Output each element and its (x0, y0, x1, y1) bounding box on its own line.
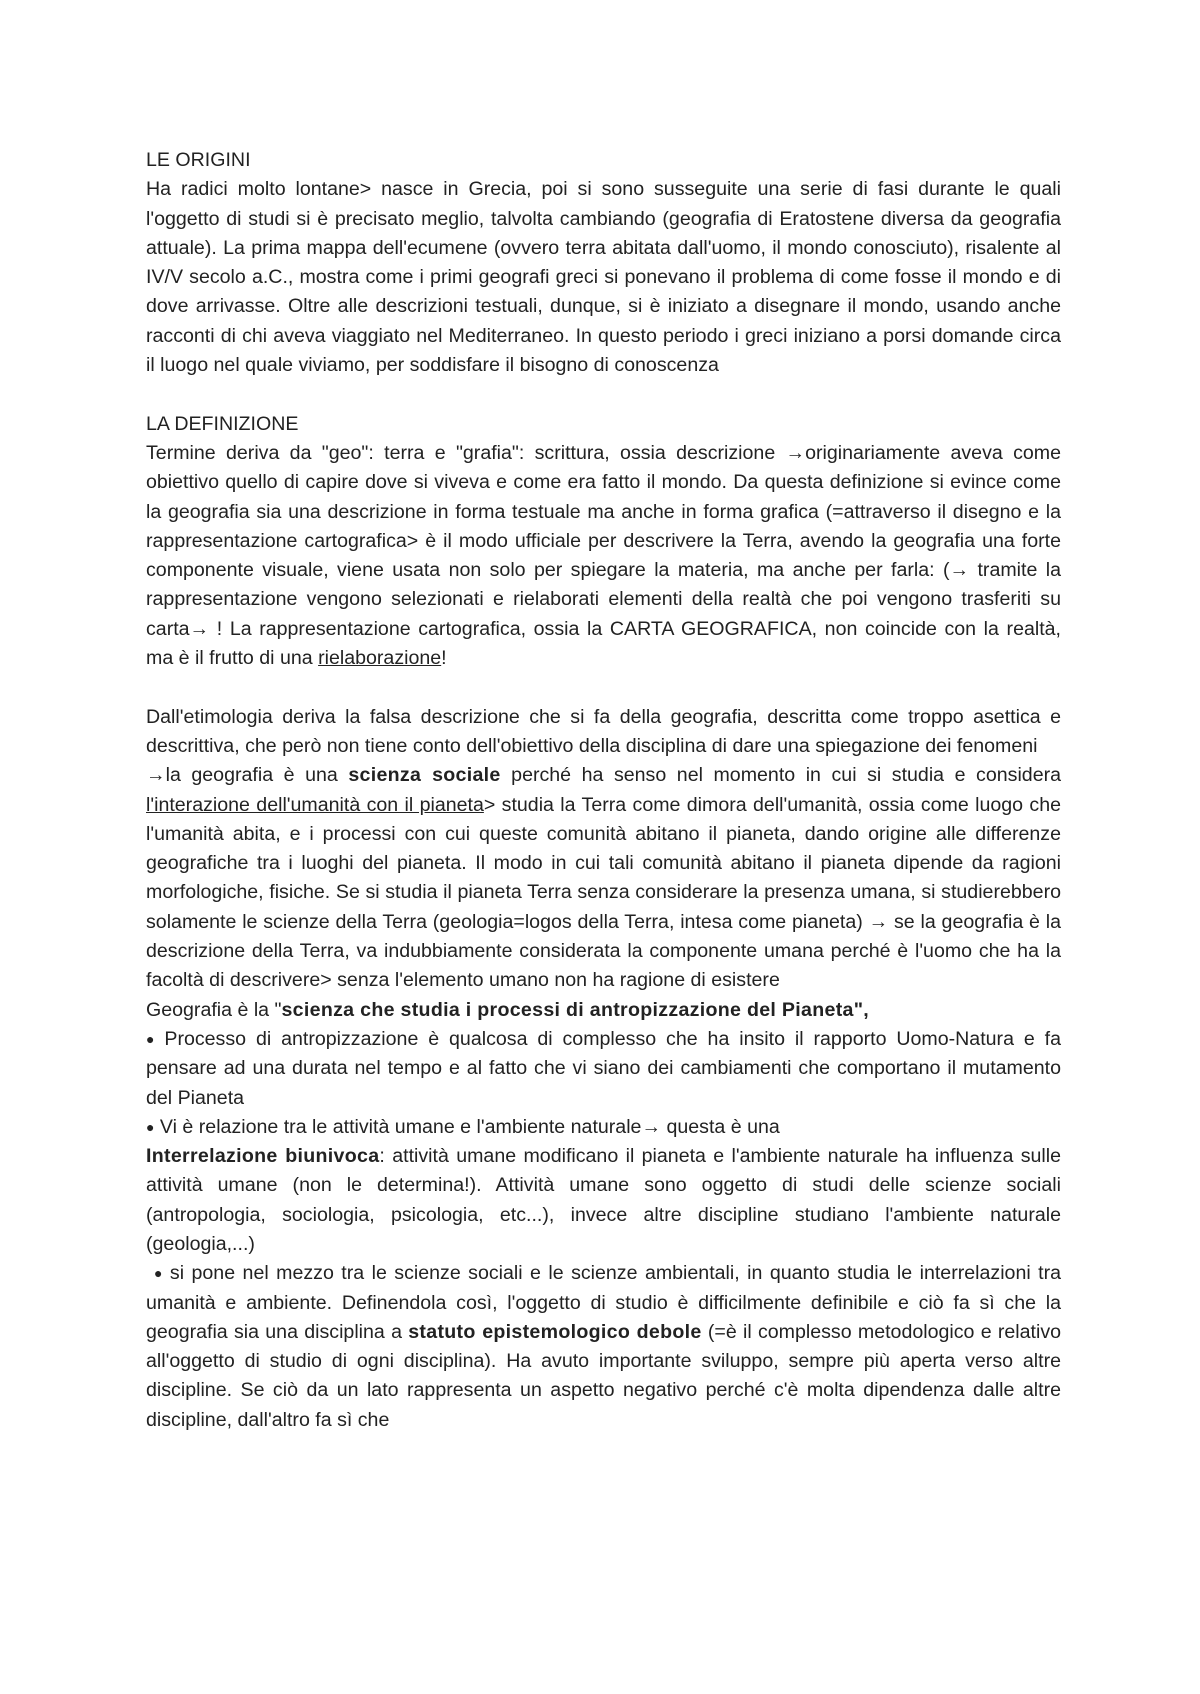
scienza-sociale-lead: →la geografia è una (146, 764, 349, 787)
scienza-sociale-rest: > studia la Terra come dimora dell'umanità, ossia come luogo che l'umanità abita, e i processi con cui queste comunità abitano il pianeta, dando origine alle differenze geografiche tra i luoghi del pianeta. Il modo in cui tali comunità abitano il pianeta dipende da ragioni morfologiche, fisiche. Se si studia il pianeta Terra senza considerare la presenza umana, si studierebbero solamente le scienze della Terra (geologia=logos della Terra, intesa come pianeta) → se la geografia è la descrizione della Terra, va indubbiamente considerata la componente umana perché è l'uomo che ha la facoltà di descrivere> senza l'elemento umano non ha ragione di esistere (146, 793, 1061, 992)
paragraph-etimologia: Dall'etimologia deriva la falsa descrizione che si fa della geografia, descritta come troppo asettica e descrittiva, che però non tiene conto dell'obiettivo della disciplina di dare una spiegazione dei fenomeni (146, 705, 1061, 757)
interrelazione-text: : attività umane modificano il pianeta e l'ambiente naturale ha influenza sulle attività umane (non le determina!). Attività umane sono oggetto di studi delle scienze sociali (antropologia, sociologia, psicologia, etc...), invece altre discipline studiano l'ambiente naturale (geologia,...) (146, 1145, 1061, 1255)
paragraph-definizione-geografia (146, 996, 1061, 1025)
section-heading-origini: LE ORIGINI (146, 149, 251, 171)
paragraph-gap (146, 673, 1061, 702)
bullet-item-relazione (146, 1113, 1061, 1142)
bullet-item-antropizzazione (146, 1025, 1061, 1113)
statuto-rest: (=è il complesso metodologico e relativo all'oggetto di studio di ogni disciplina). Ha avuto importante sviluppo, sempre più aperta verso altre discipline. Se ciò da un lato rappresenta un aspetto negativo perché c'è molta dipendenza dalle altre discipline, dall'altro fa sì che (146, 1320, 1062, 1431)
bold-term-statuto: statuto epistemologico debole (408, 1320, 702, 1343)
scienza-sociale-mid: perché ha senso nel momento in cui si studia e considera (500, 764, 1062, 787)
underlined-term-rielaborazione: rielaborazione (318, 647, 442, 670)
paragraph-gap (146, 380, 1061, 409)
bold-definizione-geografia: scienza che studia i processi di antropizzazione del Pianeta", (281, 998, 870, 1021)
bullet-item-statuto (146, 1259, 1061, 1435)
paragraph-scienza-sociale (146, 761, 1061, 995)
definizione-text: Termine deriva da "geo": terra e "grafia": scrittura, ossia descrizione →originariamente aveva come obiettivo quello di capire dove si viveva e come era fatto il mondo. Da questa definizione si evince come la geografia sia una descrizione in forma testuale ma anche in forma grafica (=attraverso il disegno e la rappresentazione cartografica> è il modo ufficiale per descrivere la Terra, avendo la geografia una forte componente visuale, viene usata non solo per spiegare la materia, ma anche per farla: (→ tramite la rappresentazione vengono selezionati e rielaborati elementi della realtà che poi vengono trasferiti su carta→ ! La rappresentazione cartografica, ossia la CARTA GEOGRAFICA, non coincide con la realtà, ma è il frutto di una (146, 441, 1061, 670)
bullet-icon: ● (146, 1030, 155, 1047)
statuto-lead: si pone nel mezzo tra le scienze sociali e le scienze ambientali, in quanto studia le interrelazioni tra umanità e ambiente. Definendola così, l'oggetto di studio è difficilmente definibile e ciò fa sì che la geografia sia una disciplina a (146, 1262, 1062, 1343)
definizione-geografia-lead: Geografia è la " (146, 998, 282, 1021)
paragraph-interrelazione (146, 1142, 1061, 1259)
underlined-term-interazione: l'interazione dell'umanità con il pianeta (146, 793, 484, 816)
paragraph-origini: Ha radici molto lontane> nasce in Grecia, poi si sono susseguite una serie di fasi durante le quali l'oggetto di studi si è precisato meglio, talvolta cambiando (geografia di Eratostene diversa da geografia attuale). La prima mappa dell'ecumene (ovvero terra abitata dall'uomo, il mondo conosciuto), risalente al IV/V secolo a.C., mostra come i primi geografi greci si ponevano il problema di come fosse il mondo e di dove arrivasse. Oltre alle descrizioni testuali, dunque, si è iniziato a disegnare il mondo, usando anche racconti di chi aveva viaggiato nel Mediterraneo. In questo periodo i greci iniziano a porsi domande circa il luogo nel quale viviamo, per soddisfare il bisogno di conoscenza (146, 178, 1061, 377)
bullet-icon: ● (146, 1118, 155, 1135)
bullet-text: Processo di antropizzazione è qualcosa di complesso che ha insito il rapporto Uomo-Natura e fa pensare ad una durata nel tempo e al fatto che vi siano dei cambiamenti che comportano il mutamento del Pianeta (146, 1027, 1061, 1109)
bold-term-scienza-sociale: scienza sociale (348, 764, 501, 787)
bullet-icon: ● (154, 1265, 163, 1282)
bold-term-interrelazione: Interrelazione biunivoca (146, 1145, 380, 1168)
paragraph-definizione (146, 439, 1061, 673)
definizione-text-end: ! (441, 647, 447, 670)
bullet-text: Vi è relazione tra le attività umane e l'ambiente naturale→ questa è una (159, 1115, 780, 1138)
document-page (146, 146, 1061, 1435)
section-heading-definizione: LA DEFINIZIONE (146, 412, 299, 435)
